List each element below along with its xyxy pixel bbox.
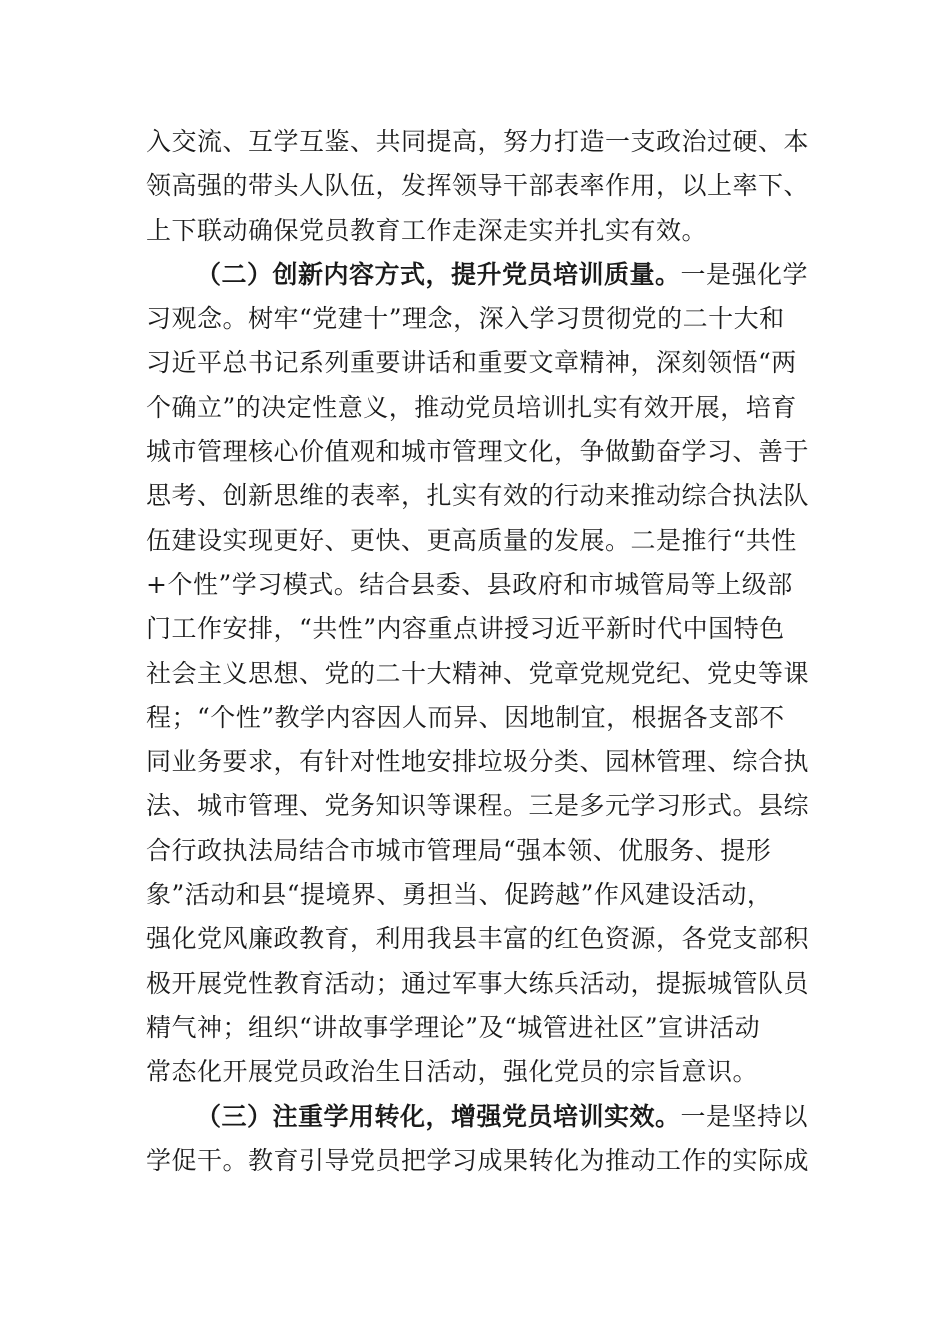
section-heading-line bbox=[146, 1095, 816, 1139]
text-line: 极开展党性教育活动；通过军事大练兵活动，提振城管队员 bbox=[146, 968, 810, 998]
section-heading-rest: 一是强化学 bbox=[680, 259, 809, 289]
text-line: 习近平总书记系列重要讲话和重要文章精神，深刻领悟“两 bbox=[146, 348, 797, 378]
text-line: 精气神；组织“讲故事学理论”及“城管进社区”宣讲活动 bbox=[146, 1012, 761, 1042]
text-line: 象”活动和县“提境界、勇担当、促跨越”作风建设活动， bbox=[146, 880, 773, 910]
text-line: 社会主义思想、党的二十大精神、党章党规党纪、党史等课 bbox=[146, 658, 810, 688]
section-heading: （三）注重学用转化，增强党员培训实效。 bbox=[196, 1101, 681, 1131]
section-heading-rest: 一是坚持以 bbox=[680, 1101, 809, 1131]
text-line: 同业务要求，有针对性地安排垃圾分类、园林管理、综合执 bbox=[146, 747, 810, 777]
text-line: 上下联动确保党员教育工作走深走实并扎实有效。 bbox=[146, 215, 708, 245]
body-text bbox=[146, 120, 816, 1183]
text-line: 法、城市管理、党务知识等课程。三是多元学习形式。县综 bbox=[146, 791, 810, 821]
text-line: 城市管理核心价值观和城市管理文化，争做勤奋学习、善于 bbox=[146, 437, 810, 467]
text-line: 学促干。教育引导党员把学习成果转化为推动工作的实际成 bbox=[146, 1145, 810, 1175]
text-line: 习观念。树牢“党建十”理念，深入学习贯彻党的二十大和 bbox=[146, 304, 785, 334]
section-heading: （二）创新内容方式，提升党员培训质量。 bbox=[196, 259, 681, 289]
text-line: 领高强的带头人队伍，发挥领导干部表率作用，以上率下、 bbox=[146, 171, 810, 201]
text-line: 伍建设实现更好、更快、更高质量的发展。二是推行“共性 bbox=[146, 525, 797, 555]
text-line: 合行政执法局结合市城市管理局“强本领、优服务、提形 bbox=[146, 835, 772, 865]
text-line: 个确立”的决定性意义，推动党员培训扎实有效开展，培育 bbox=[146, 392, 797, 422]
text-line: 程；“个性”教学内容因人而异、因地制宜，根据各支部不 bbox=[146, 702, 785, 732]
text-line: 常态化开展党员政治生日活动，强化党员的宗旨意识。 bbox=[146, 1057, 759, 1087]
text-line: 门工作安排，“共性”内容重点讲授习近平新时代中国特色 bbox=[146, 614, 785, 644]
text-line: +个性”学习模式。结合县委、县政府和市城管局等上级部 bbox=[146, 569, 793, 599]
text-line: 思考、创新思维的表率，扎实有效的行动来推动综合执法队 bbox=[146, 481, 810, 511]
text-line: 强化党风廉政教育，利用我县丰富的红色资源，各党支部积 bbox=[146, 924, 810, 954]
section-heading-line bbox=[146, 253, 816, 297]
text-line: 入交流、互学互鉴、共同提高，努力打造一支政治过硬、本 bbox=[146, 127, 810, 156]
